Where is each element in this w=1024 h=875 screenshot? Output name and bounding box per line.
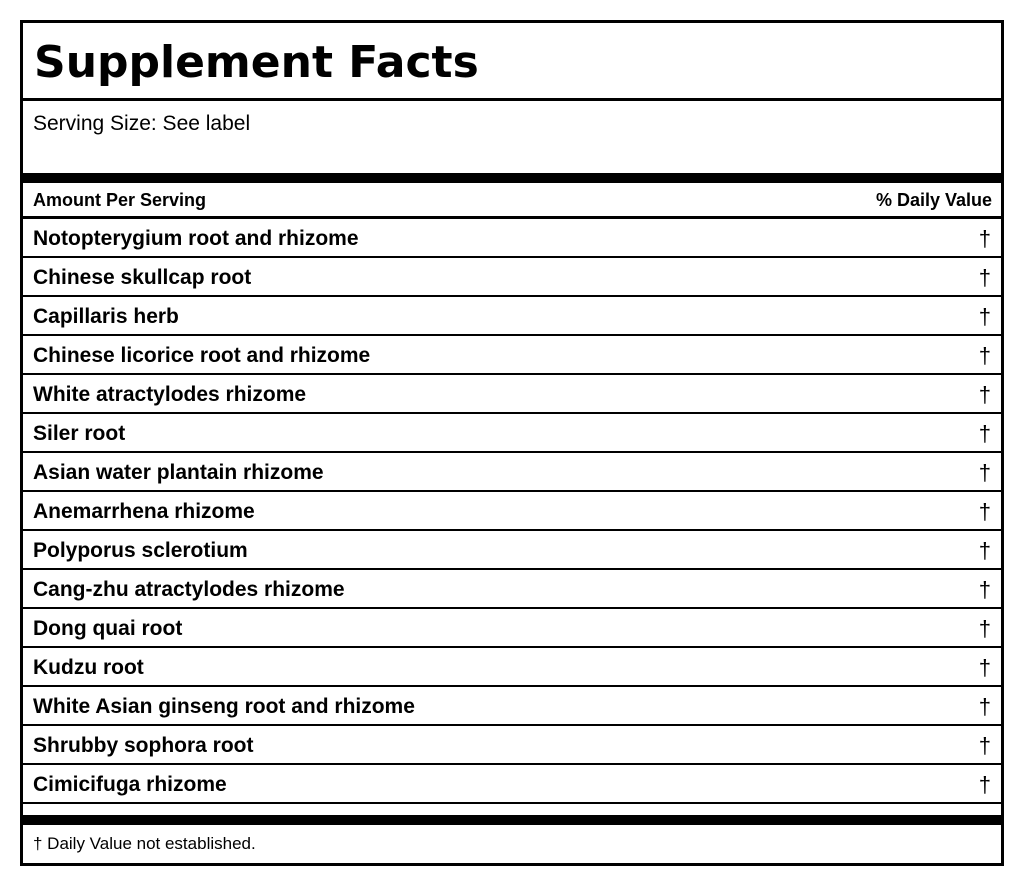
daily-value-dagger: †	[978, 694, 991, 719]
panel-title: Supplement Facts	[34, 37, 479, 88]
daily-value-dagger: †	[978, 304, 991, 329]
supplement-facts-panel	[20, 20, 1004, 866]
footnote: † Daily Value not established.	[33, 834, 256, 853]
title-section	[23, 23, 1001, 101]
table-row	[23, 258, 1001, 297]
ingredient-name: Dong quai root	[33, 617, 183, 640]
table-row	[23, 336, 1001, 375]
table-row	[23, 414, 1001, 453]
daily-value-dagger: †	[978, 772, 991, 797]
daily-value-dagger: †	[978, 538, 991, 563]
daily-value-dagger: †	[978, 421, 991, 446]
table-row	[23, 375, 1001, 414]
daily-value-dagger: †	[978, 616, 991, 641]
ingredient-name: Anemarrhena rhizome	[33, 500, 255, 523]
daily-value-dagger: †	[978, 733, 991, 758]
ingredient-name: Chinese licorice root and rhizome	[33, 344, 371, 367]
table-row	[23, 648, 1001, 687]
daily-value-dagger: †	[978, 382, 991, 407]
daily-value-dagger: †	[978, 226, 991, 251]
thick-divider-top	[23, 173, 1001, 183]
ingredient-name: White Asian ginseng root and rhizome	[33, 695, 415, 718]
daily-value-dagger: †	[978, 655, 991, 680]
table-row	[23, 453, 1001, 492]
daily-value-dagger: †	[978, 460, 991, 485]
ingredient-name: Polyporus sclerotium	[33, 539, 248, 562]
ingredient-name: Siler root	[33, 422, 126, 445]
daily-value-dagger: †	[978, 499, 991, 524]
serving-section	[23, 101, 1001, 173]
table-row	[23, 609, 1001, 648]
table-row	[23, 765, 1001, 804]
serving-size: Serving Size: See label	[33, 112, 251, 135]
daily-value-label: % Daily Value	[875, 190, 992, 210]
ingredient-name: Shrubby sophora root	[33, 734, 254, 757]
table-row	[23, 297, 1001, 336]
table-row	[23, 726, 1001, 765]
ingredient-name: Kudzu root	[33, 656, 144, 679]
table-row	[23, 687, 1001, 726]
ingredient-name: White atractylodes rhizome	[33, 383, 307, 406]
daily-value-dagger: †	[978, 343, 991, 368]
ingredient-name: Asian water plantain rhizome	[33, 461, 324, 484]
footnote-section	[23, 825, 1001, 863]
table-row	[23, 570, 1001, 609]
ingredient-name: Notopterygium root and rhizome	[33, 227, 359, 250]
daily-value-dagger: †	[978, 577, 991, 602]
daily-value-dagger: †	[978, 265, 991, 290]
ingredient-name: Chinese skullcap root	[33, 266, 252, 289]
table-row	[23, 219, 1001, 258]
table-row	[23, 492, 1001, 531]
table-header	[23, 183, 1001, 219]
ingredient-name: Cang-zhu atractylodes rhizome	[33, 578, 345, 601]
amount-per-serving-label: Amount Per Serving	[33, 190, 207, 210]
ingredient-list	[23, 219, 1001, 804]
thick-divider-bottom	[23, 815, 1001, 825]
table-row	[23, 531, 1001, 570]
ingredient-name: Capillaris herb	[33, 305, 179, 328]
ingredient-name: Cimicifuga rhizome	[33, 773, 227, 796]
